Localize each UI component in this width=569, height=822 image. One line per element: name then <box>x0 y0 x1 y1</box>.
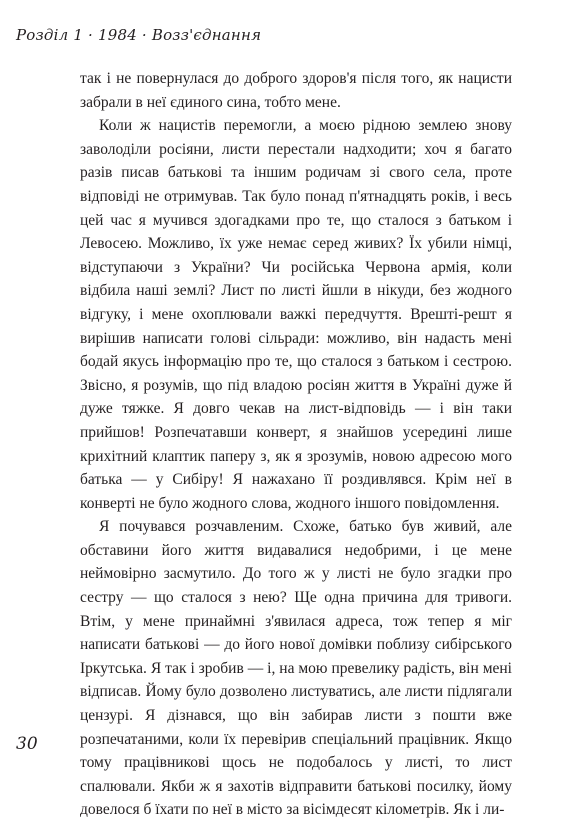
body-text <box>80 67 512 822</box>
page-number: 30 <box>16 734 38 754</box>
running-head: Розділ 1 · 1984 · Возз'єднання <box>16 26 262 44</box>
paragraph: Коли ж нацистів перемогли, а моєю рідною землею знову заволоділи росіяни, листи перестали надходити; хоч я багато разів писав батькові та іншим родичам зі свого села, проте відповіді не отримував. Так було понад п'ятнадцять років, і весь цей час я мучився здогадками про те, що сталося з батьком і Левосею. Можливо, їх уже немає серед живих? Їх убили німці, відступаючи з України? Чи російська Червона армія, коли відбила наші землі? Лист по листі йшли в нікуди, без жодного відгуку, і мене охоплювали важкі передчуття. Врешті-решт я вирішив написати голові сільради: можливо, він надасть мені бодай якусь інформацію про те, що сталося з батьком і сестрою. Звісно, я розумів, що під владою росіян життя в Україні дуже й дуже тяжке. Я довго чекав на лист-відповідь — і він таки прийшов! Розпечатавши конверт, я знайшов усередині лише крихітний клаптик паперу з, як я зрозумів, новою адресою мого батька — у Сибіру! Я нажахано її роздивлявся. Крім неї в конверті не було жодного слова, жодного іншого повідомлення. <box>80 117 512 512</box>
paragraph: так і не повернулася до доброго здоров'я після того, як нацисти забрали в неї єдиного сина, тобто мене. <box>80 70 512 111</box>
paragraph: Я почувався розчавленим. Схоже, батько був живий, але обставини його життя видавалися недобрими, і це мене неймовірно засмутило. До того ж у листі не було згадки про сестру — що сталося з нею? Ще одна причина для тривоги. Втім, у мене принаймні з'явилася адреса, тож тепер я міг написати батькові — до його нової домівки поблизу сибірського Іркутська. Я так і зробив — і, на мою превелику радість, він мені відписав. Йому було дозволено листуватись, але листи підлягали цензурі. Я дізнався, що він забирав листи з пошти вже розпечатаними, коли їх перевірив спеціальний працівник. Якщо тому працівникові щось не подобалось у листі, то лист спалювали. Якби ж я захотів відправити батькові посилку, йому довелося б їхати по неї в місто за вісімдесят кілометрів. Як і ли- <box>80 518 512 819</box>
